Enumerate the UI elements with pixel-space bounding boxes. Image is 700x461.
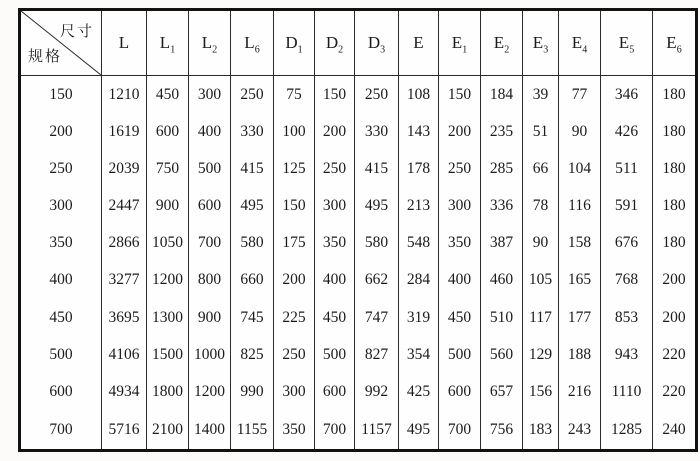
- value-cell: 216: [559, 373, 601, 410]
- value-cell: 183: [523, 410, 559, 450]
- value-cell: 285: [481, 151, 523, 188]
- value-cell: 548: [399, 225, 439, 262]
- col-header-subscript: 2: [504, 44, 510, 56]
- value-cell: 1050: [147, 225, 189, 262]
- value-cell: 200: [439, 114, 481, 151]
- value-cell: 350: [315, 225, 355, 262]
- value-cell: 100: [274, 114, 315, 151]
- value-cell: 180: [653, 114, 697, 151]
- col-header-subscript: 6: [254, 44, 260, 56]
- corner-label-size: 尺寸: [59, 24, 94, 40]
- value-cell: 676: [601, 225, 653, 262]
- value-cell: 1000: [189, 336, 231, 373]
- table-body: [20, 76, 697, 451]
- value-cell: 90: [523, 225, 559, 262]
- col-header-D1: $D_1$: [274, 10, 315, 76]
- value-cell: 510: [481, 299, 523, 336]
- value-cell: 129: [523, 336, 559, 373]
- value-cell: 66: [523, 151, 559, 188]
- value-cell: 768: [601, 262, 653, 299]
- value-cell: 1800: [147, 373, 189, 410]
- value-cell: 125: [274, 151, 315, 188]
- value-cell: 284: [399, 262, 439, 299]
- value-cell: 200: [274, 262, 315, 299]
- value-cell: 1157: [355, 410, 399, 450]
- value-cell: 250: [315, 151, 355, 188]
- col-header-L: L: [102, 10, 147, 76]
- spec-cell: 300: [20, 188, 102, 225]
- value-cell: 184: [481, 76, 523, 114]
- value-cell: 750: [147, 151, 189, 188]
- value-cell: 1200: [147, 262, 189, 299]
- value-cell: 158: [559, 225, 601, 262]
- col-header-subscript: 5: [629, 44, 635, 56]
- value-cell: 220: [653, 336, 697, 373]
- spec-cell: 350: [20, 225, 102, 262]
- value-cell: 600: [147, 114, 189, 151]
- value-cell: 747: [355, 299, 399, 336]
- value-cell: 1300: [147, 299, 189, 336]
- col-header-E5: $E_5$: [601, 10, 653, 76]
- col-header-subscript: 1: [170, 44, 176, 56]
- value-cell: 853: [601, 299, 653, 336]
- value-cell: 500: [315, 336, 355, 373]
- value-cell: 425: [399, 373, 439, 410]
- value-cell: 2039: [102, 151, 147, 188]
- value-cell: 700: [189, 225, 231, 262]
- value-cell: 992: [355, 373, 399, 410]
- col-header-E6: $E_6$: [653, 10, 697, 76]
- value-cell: 39: [523, 76, 559, 114]
- value-cell: 319: [399, 299, 439, 336]
- spec-cell: 400: [20, 262, 102, 299]
- value-cell: 105: [523, 262, 559, 299]
- value-cell: 354: [399, 336, 439, 373]
- value-cell: 1110: [601, 373, 653, 410]
- value-cell: 180: [653, 151, 697, 188]
- header-row: [20, 10, 697, 76]
- value-cell: 336: [481, 188, 523, 225]
- value-cell: 415: [355, 151, 399, 188]
- col-header-E: E: [399, 10, 439, 76]
- value-cell: 250: [439, 151, 481, 188]
- value-cell: 500: [439, 336, 481, 373]
- spec-cell: 150: [20, 76, 102, 114]
- value-cell: 662: [355, 262, 399, 299]
- value-cell: 2447: [102, 188, 147, 225]
- value-cell: 400: [439, 262, 481, 299]
- table-row-500: [20, 336, 697, 373]
- value-cell: 177: [559, 299, 601, 336]
- value-cell: 756: [481, 410, 523, 450]
- value-cell: 415: [231, 151, 274, 188]
- value-cell: 1619: [102, 114, 147, 151]
- spec-cell: 700: [20, 410, 102, 450]
- table-row-300: [20, 188, 697, 225]
- col-header-E2: $E_2$: [481, 10, 523, 76]
- value-cell: 5716: [102, 410, 147, 450]
- value-cell: 900: [147, 188, 189, 225]
- value-cell: 600: [439, 373, 481, 410]
- value-cell: 178: [399, 151, 439, 188]
- value-cell: 825: [231, 336, 274, 373]
- value-cell: 243: [559, 410, 601, 450]
- value-cell: 235: [481, 114, 523, 151]
- table-row-600: [20, 373, 697, 410]
- value-cell: 800: [189, 262, 231, 299]
- value-cell: 1285: [601, 410, 653, 450]
- value-cell: 500: [189, 151, 231, 188]
- col-header-E3: $E_3$: [523, 10, 559, 76]
- value-cell: 90: [559, 114, 601, 151]
- value-cell: 495: [399, 410, 439, 450]
- value-cell: 117: [523, 299, 559, 336]
- col-header-L2: $L_2$: [189, 10, 231, 76]
- value-cell: 350: [439, 225, 481, 262]
- value-cell: 745: [231, 299, 274, 336]
- col-header-D2: $D_2$: [315, 10, 355, 76]
- value-cell: 346: [601, 76, 653, 114]
- value-cell: 460: [481, 262, 523, 299]
- value-cell: 580: [355, 225, 399, 262]
- col-header-subscript: 2: [338, 44, 344, 56]
- value-cell: 78: [523, 188, 559, 225]
- corner-cell: [20, 10, 102, 76]
- value-cell: 213: [399, 188, 439, 225]
- value-cell: 3695: [102, 299, 147, 336]
- value-cell: 591: [601, 188, 653, 225]
- table-row-400: [20, 262, 697, 299]
- value-cell: 495: [355, 188, 399, 225]
- value-cell: 188: [559, 336, 601, 373]
- value-cell: 200: [315, 114, 355, 151]
- value-cell: 450: [315, 299, 355, 336]
- value-cell: 387: [481, 225, 523, 262]
- spec-cell: 250: [20, 151, 102, 188]
- value-cell: 3277: [102, 262, 147, 299]
- table-row-450: [20, 299, 697, 336]
- col-header-E4: $E_4$: [559, 10, 601, 76]
- value-cell: 660: [231, 262, 274, 299]
- table-row-350: [20, 225, 697, 262]
- value-cell: 511: [601, 151, 653, 188]
- value-cell: 1400: [189, 410, 231, 450]
- value-cell: 600: [315, 373, 355, 410]
- value-cell: 300: [274, 373, 315, 410]
- value-cell: 156: [523, 373, 559, 410]
- spec-cell: 500: [20, 336, 102, 373]
- value-cell: 225: [274, 299, 315, 336]
- value-cell: 1210: [102, 76, 147, 114]
- value-cell: 75: [274, 76, 315, 114]
- value-cell: 990: [231, 373, 274, 410]
- value-cell: 350: [274, 410, 315, 450]
- value-cell: 143: [399, 114, 439, 151]
- value-cell: 4106: [102, 336, 147, 373]
- value-cell: 220: [653, 373, 697, 410]
- value-cell: 250: [355, 76, 399, 114]
- value-cell: 450: [147, 76, 189, 114]
- value-cell: 200: [653, 299, 697, 336]
- value-cell: 165: [559, 262, 601, 299]
- value-cell: 300: [189, 76, 231, 114]
- value-cell: 2866: [102, 225, 147, 262]
- value-cell: 580: [231, 225, 274, 262]
- col-header-subscript: 1: [297, 44, 303, 56]
- value-cell: 1500: [147, 336, 189, 373]
- value-cell: 150: [439, 76, 481, 114]
- col-header-L6: $L_6$: [231, 10, 274, 76]
- value-cell: 495: [231, 188, 274, 225]
- value-cell: 400: [315, 262, 355, 299]
- value-cell: 180: [653, 225, 697, 262]
- value-cell: 560: [481, 336, 523, 373]
- value-cell: 943: [601, 336, 653, 373]
- value-cell: 51: [523, 114, 559, 151]
- value-cell: 1155: [231, 410, 274, 450]
- value-cell: 150: [315, 76, 355, 114]
- value-cell: 250: [231, 76, 274, 114]
- table-row-250: [20, 151, 697, 188]
- spec-cell: 600: [20, 373, 102, 410]
- col-header-D3: $D_3$: [355, 10, 399, 76]
- col-header-L1: $L_1$: [147, 10, 189, 76]
- value-cell: 300: [439, 188, 481, 225]
- value-cell: 330: [355, 114, 399, 151]
- value-cell: 300: [315, 188, 355, 225]
- value-cell: 240: [653, 410, 697, 450]
- table-row-150: [20, 76, 697, 114]
- value-cell: 180: [653, 188, 697, 225]
- col-header-E1: $E_1$: [439, 10, 481, 76]
- value-cell: 657: [481, 373, 523, 410]
- value-cell: 175: [274, 225, 315, 262]
- value-cell: 330: [231, 114, 274, 151]
- value-cell: 2100: [147, 410, 189, 450]
- value-cell: 116: [559, 188, 601, 225]
- value-cell: 250: [274, 336, 315, 373]
- spec-cell: 200: [20, 114, 102, 151]
- col-header-subscript: 4: [582, 44, 588, 56]
- col-header-subscript: 3: [543, 44, 549, 56]
- value-cell: 426: [601, 114, 653, 151]
- value-cell: 77: [559, 76, 601, 114]
- value-cell: 1200: [189, 373, 231, 410]
- value-cell: 700: [439, 410, 481, 450]
- value-cell: 827: [355, 336, 399, 373]
- value-cell: 900: [189, 299, 231, 336]
- value-cell: 200: [653, 262, 697, 299]
- value-cell: 104: [559, 151, 601, 188]
- corner-label-spec: 规格: [28, 49, 63, 65]
- value-cell: 600: [189, 188, 231, 225]
- value-cell: 450: [439, 299, 481, 336]
- value-cell: 108: [399, 76, 439, 114]
- spec-cell: 450: [20, 299, 102, 336]
- table-row-200: [20, 114, 697, 151]
- col-header-subscript: 2: [212, 44, 218, 56]
- value-cell: 4934: [102, 373, 147, 410]
- value-cell: 150: [274, 188, 315, 225]
- table-row-700: [20, 410, 697, 450]
- value-cell: 700: [315, 410, 355, 450]
- col-header-subscript: 6: [676, 44, 682, 56]
- spec-table: [18, 8, 698, 452]
- col-header-subscript: 1: [462, 44, 468, 56]
- value-cell: 180: [653, 76, 697, 114]
- value-cell: 400: [189, 114, 231, 151]
- col-header-subscript: 3: [380, 44, 386, 56]
